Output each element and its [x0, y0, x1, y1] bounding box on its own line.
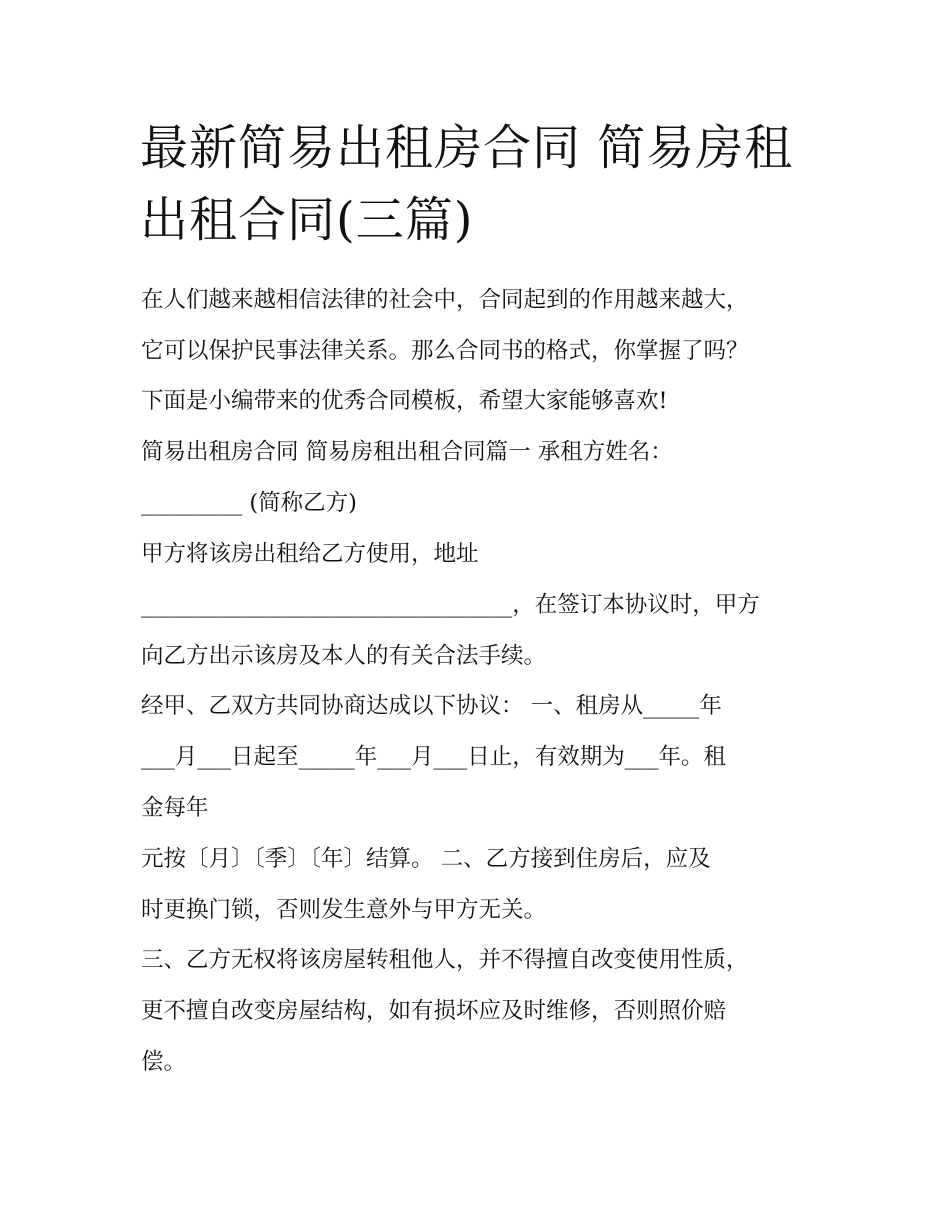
title-line-1: 最新简易出租房合同 简易房租: [140, 120, 794, 176]
clause-2-line-1: 元按〔月〕〔季〕〔年〕结算。 二、乙方接到住房后，应及: [141, 846, 711, 872]
intro-line-1: 在人们越来越相信法律的社会中，合同起到的作用越来越大，: [141, 287, 749, 313]
clause-3-line-2: 更不擅自改变房屋结构，如有损坏应及时维修，否则照价赔: [141, 998, 727, 1024]
agreement-line-2: ___月___日起至_____年___月___日止，有效期为___年。租: [141, 744, 727, 770]
contract-heading-line: 简易出租房合同 简易房租出租合同篇一 承租方姓名：: [141, 439, 673, 465]
agreement-line-3: 金每年: [141, 795, 209, 821]
clause-3-line-1: 三、乙方无权将该房屋转租他人，并不得擅自改变使用性质，: [141, 947, 749, 973]
procedures-line: 向乙方出示该房及本人的有关合法手续。: [141, 643, 547, 669]
agreement-line-1: 经甲、乙双方共同协商达成以下协议： 一、租房从_____年: [141, 693, 722, 719]
address-blank-line: _________________________________，在签订本协议时，甲方: [141, 592, 760, 618]
clause-2-line-2: 时更换门锁，否则发生意外与甲方无关。: [141, 897, 547, 923]
intro-line-2: 它可以保护民事法律关系。那么合同书的格式，你掌握了吗？: [141, 338, 749, 364]
document-title: [140, 112, 830, 256]
address-line: 甲方将该房出租给乙方使用，地址: [141, 541, 479, 567]
title-line-2: 出租合同(三篇): [140, 192, 474, 248]
intro-line-3: 下面是小编带来的优秀合同模板，希望大家能够喜欢!: [141, 388, 668, 414]
tenant-name-blank-line: _________ (简称乙方): [141, 490, 357, 516]
clause-3-line-3: 偿。: [141, 1049, 187, 1075]
